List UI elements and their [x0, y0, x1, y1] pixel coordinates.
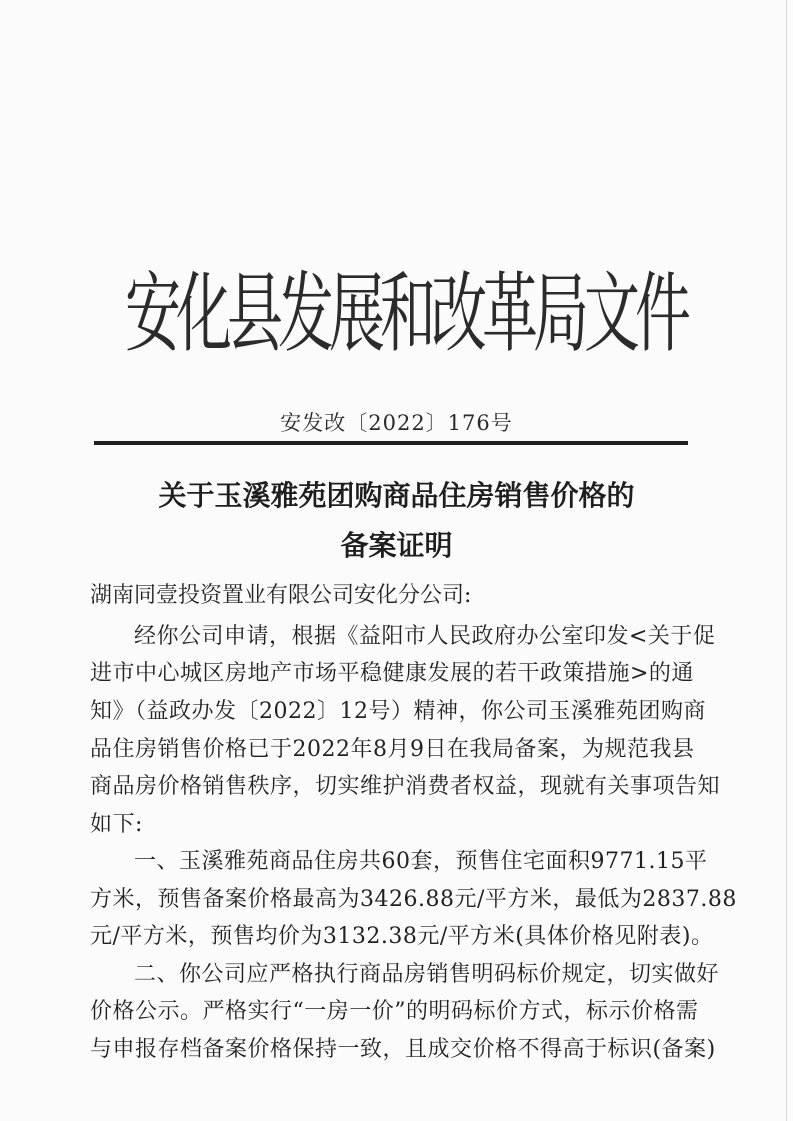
body-line: 经你公司申请，根据《益阳市人民政府办公室印发<关于促 [134, 624, 716, 649]
body-line: 元/平方米，预售均价为3132.38元/平方米(具体价格见附表)。 [90, 924, 714, 949]
body-line: 知》（益政办发〔2022〕12号）精神，你公司玉溪雅苑团购商 [90, 699, 706, 724]
document-number: 安发改〔2022〕176号 [280, 411, 513, 435]
body-line: 品住房销售价格已于2022年8月9日在我局备案，为规范我县 [90, 737, 695, 762]
body-line: 商品房价格销售秩序，切实维护消费者权益，现就有关事项告知 [90, 774, 721, 799]
body-line: 进市中心城区房地产市场平稳健康发展的若干政策措施>的通 [90, 661, 694, 686]
header-divider [94, 441, 688, 445]
body-line: 二、你公司应严格执行商品房销售明码标价规定，切实做好 [134, 962, 720, 987]
body-line: 价格公示。严格实行“一房一价”的明码标价方式，标示价格需 [90, 999, 699, 1024]
subject-title-line-1: 关于玉溪雅苑团购商品住房销售价格的 [158, 479, 635, 512]
body-line: 如下: [90, 812, 143, 837]
document-header-title: 安化县发展和改革局文件 [125, 264, 686, 366]
body-line: 方米，预售备案价格最高为3426.88元/平方米，最低为2837.88 [90, 887, 737, 912]
body-line: 与申报存档备案价格保持一致，且成交价格不得高于标识(备案) [90, 1037, 716, 1062]
scan-edge [786, 0, 787, 1121]
subject-title-line-2: 备案证明 [340, 529, 453, 562]
body-line: 一、玉溪雅苑商品住房共60套，预售住宅面积9771.15平 [134, 849, 708, 874]
addressee: 湖南同壹投资置业有限公司安化分公司: [90, 583, 472, 608]
